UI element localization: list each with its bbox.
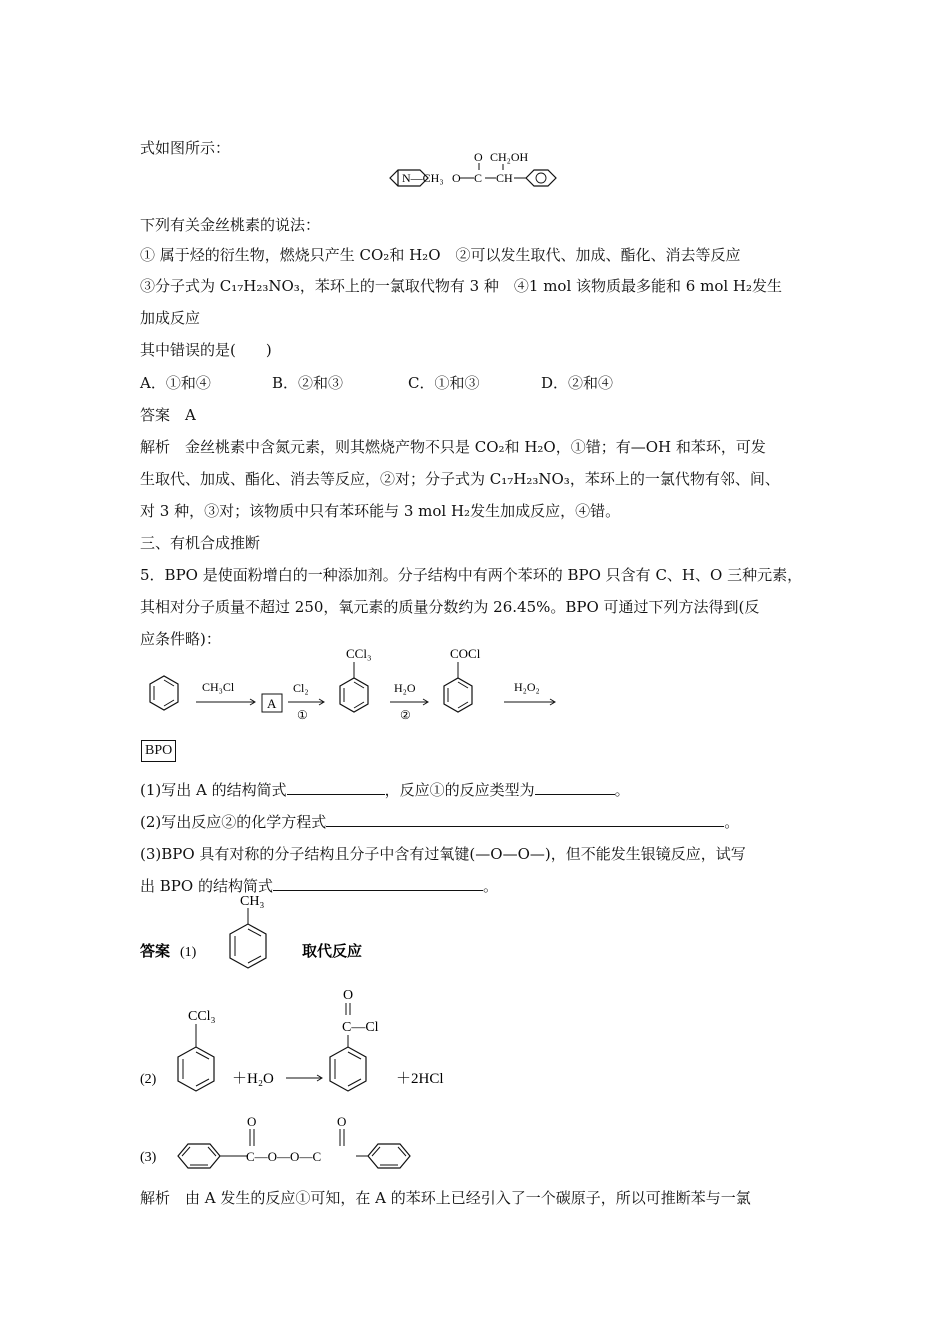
reagent-h2o: H₂O — [394, 681, 416, 695]
final-product-box: BPO — [141, 740, 176, 762]
analysis-4-line-1: 解析 金丝桃素中含氮元素，则其燃烧产物不只是 CO₂和 H₂O，①错；有—OH 和苯环，可发 — [140, 438, 766, 456]
answer-o-top: O — [343, 988, 354, 1003]
reagent-cl2: Cl₂ — [293, 681, 309, 695]
molecule-structure-1 — [386, 150, 566, 200]
bpo-o-right: O — [337, 1114, 347, 1129]
answer-blank-3[interactable] — [326, 812, 724, 827]
question-5-line-1: 5．BPO 是使面粉增白的一种添加剂。分子结构中有两个苯环的 BPO 只含有 C、H、O 三种元素， — [140, 566, 803, 584]
answer-part-1: (1) — [180, 945, 197, 960]
synthesis-scheme — [140, 640, 580, 740]
answer-blank-2[interactable] — [535, 780, 615, 795]
answer-c-cl: C—Cl — [342, 1020, 379, 1035]
section-heading: 三、有机合成推断 — [140, 534, 261, 552]
answer-4: 答案 A — [140, 406, 196, 424]
sub-question-1-text: (1)写出 A 的结构简式 — [140, 781, 287, 799]
analysis-4-line-2: 生取代、加成、酯化、消去等反应，②对；分子式为 C₁₇H₂₃NO₃，苯环上的一氯代物有邻、间、 — [140, 470, 780, 488]
question-5-line-2: 其相对分子质量不超过 250，氧元素的质量分数约为 26.45%。BPO 可通过下列方法得到(反 — [140, 598, 760, 616]
mol1-o-top: O — [474, 150, 483, 164]
step-1-label: ① — [297, 708, 308, 722]
sub-question-1 — [140, 780, 630, 800]
reagent-h2o2: H₂O₂ — [514, 680, 540, 694]
answer-5-label: 答案 — [140, 944, 171, 960]
step-2-label: ② — [400, 708, 411, 722]
statement-line-2: ③分子式为 C₁₇H₂₃NO₃，苯环上的一氯取代物有 3 种 ④1 mol 该物质最多能和 6 mol H₂发生 — [140, 277, 783, 295]
bpo-o-left: O — [247, 1114, 257, 1129]
question-5-line-3: 应条件略)： — [140, 630, 221, 648]
sub-question-2-end: 。 — [724, 813, 740, 831]
answer-3-bpo-structure — [140, 1108, 440, 1176]
intro-line: 式如图所示： — [140, 139, 231, 157]
answer-plus-hcl: ＋2HCl — [396, 1071, 444, 1087]
answer-blank-1[interactable] — [287, 780, 385, 795]
statement-line-1: ① 属于烃的衍生物，燃烧只产生 CO₂和 H₂O ②可以发生取代、加成、酯化、消去等反应 — [140, 246, 741, 264]
answer-part-3: (3) — [140, 1150, 157, 1165]
analysis-4-line-3: 对 3 种，③对；该物质中只有苯环能与 3 mol H₂发生加成反应，④错。 — [140, 502, 621, 520]
box-a-label: A — [267, 696, 277, 711]
answer-ccl3: CCl₃ — [188, 1009, 216, 1024]
answer-reaction-type: 取代反应 — [302, 944, 363, 960]
answer-plus-h2o: ＋H₂O — [232, 1071, 274, 1087]
mol1-nch3: N—CH₃ — [402, 171, 444, 185]
product-ccl3: CCl₃ — [346, 646, 372, 661]
sub-question-3-line-1: (3)BPO 具有对称的分子结构且分子中含有过氧键(—O—O—)，但不能发生银镜反应，试写 — [140, 845, 746, 863]
analysis-5-line-1: 解析 由 A 发生的反应①可知，在 A 的苯环上已经引入了一个碳原子，所以可推断苯与一氯 — [140, 1189, 751, 1207]
sub-question-3-end: 。 — [482, 877, 498, 895]
option-d: D．②和④ — [541, 374, 614, 392]
mol1-o: O — [452, 171, 461, 185]
sub-question-3-text: 出 BPO 的结构简式 — [140, 877, 273, 895]
bpo-chain: C—O—O—C — [246, 1149, 322, 1164]
answer-2-equation — [140, 985, 480, 1105]
statement-line-3: 加成反应 — [140, 309, 201, 327]
sub-question-2-text: (2)写出反应②的化学方程式 — [140, 813, 327, 831]
mol1-c: C — [474, 171, 483, 185]
answer-1-structure — [140, 888, 400, 980]
question-ask: 其中错误的是( ) — [140, 341, 272, 359]
sub-question-1-end: 。 — [614, 781, 630, 799]
option-a: A．①和④ — [140, 374, 211, 392]
product-cocl: COCl — [450, 646, 481, 661]
mol1-ch2oh: CH₂OH — [490, 150, 529, 164]
mol1-ch: CH — [496, 171, 513, 185]
answer-part-2: (2) — [140, 1072, 157, 1087]
sub-question-1-text-b: ，反应①的反应类型为 — [384, 781, 535, 799]
option-b: B．②和③ — [272, 374, 344, 392]
answer-ch3: CH₃ — [240, 894, 265, 909]
option-c: C．①和③ — [408, 374, 480, 392]
question-intro: 下列有关金丝桃素的说法： — [140, 216, 321, 234]
reagent-ch3cl: CH₃Cl — [202, 680, 235, 694]
sub-question-2 — [140, 812, 739, 832]
